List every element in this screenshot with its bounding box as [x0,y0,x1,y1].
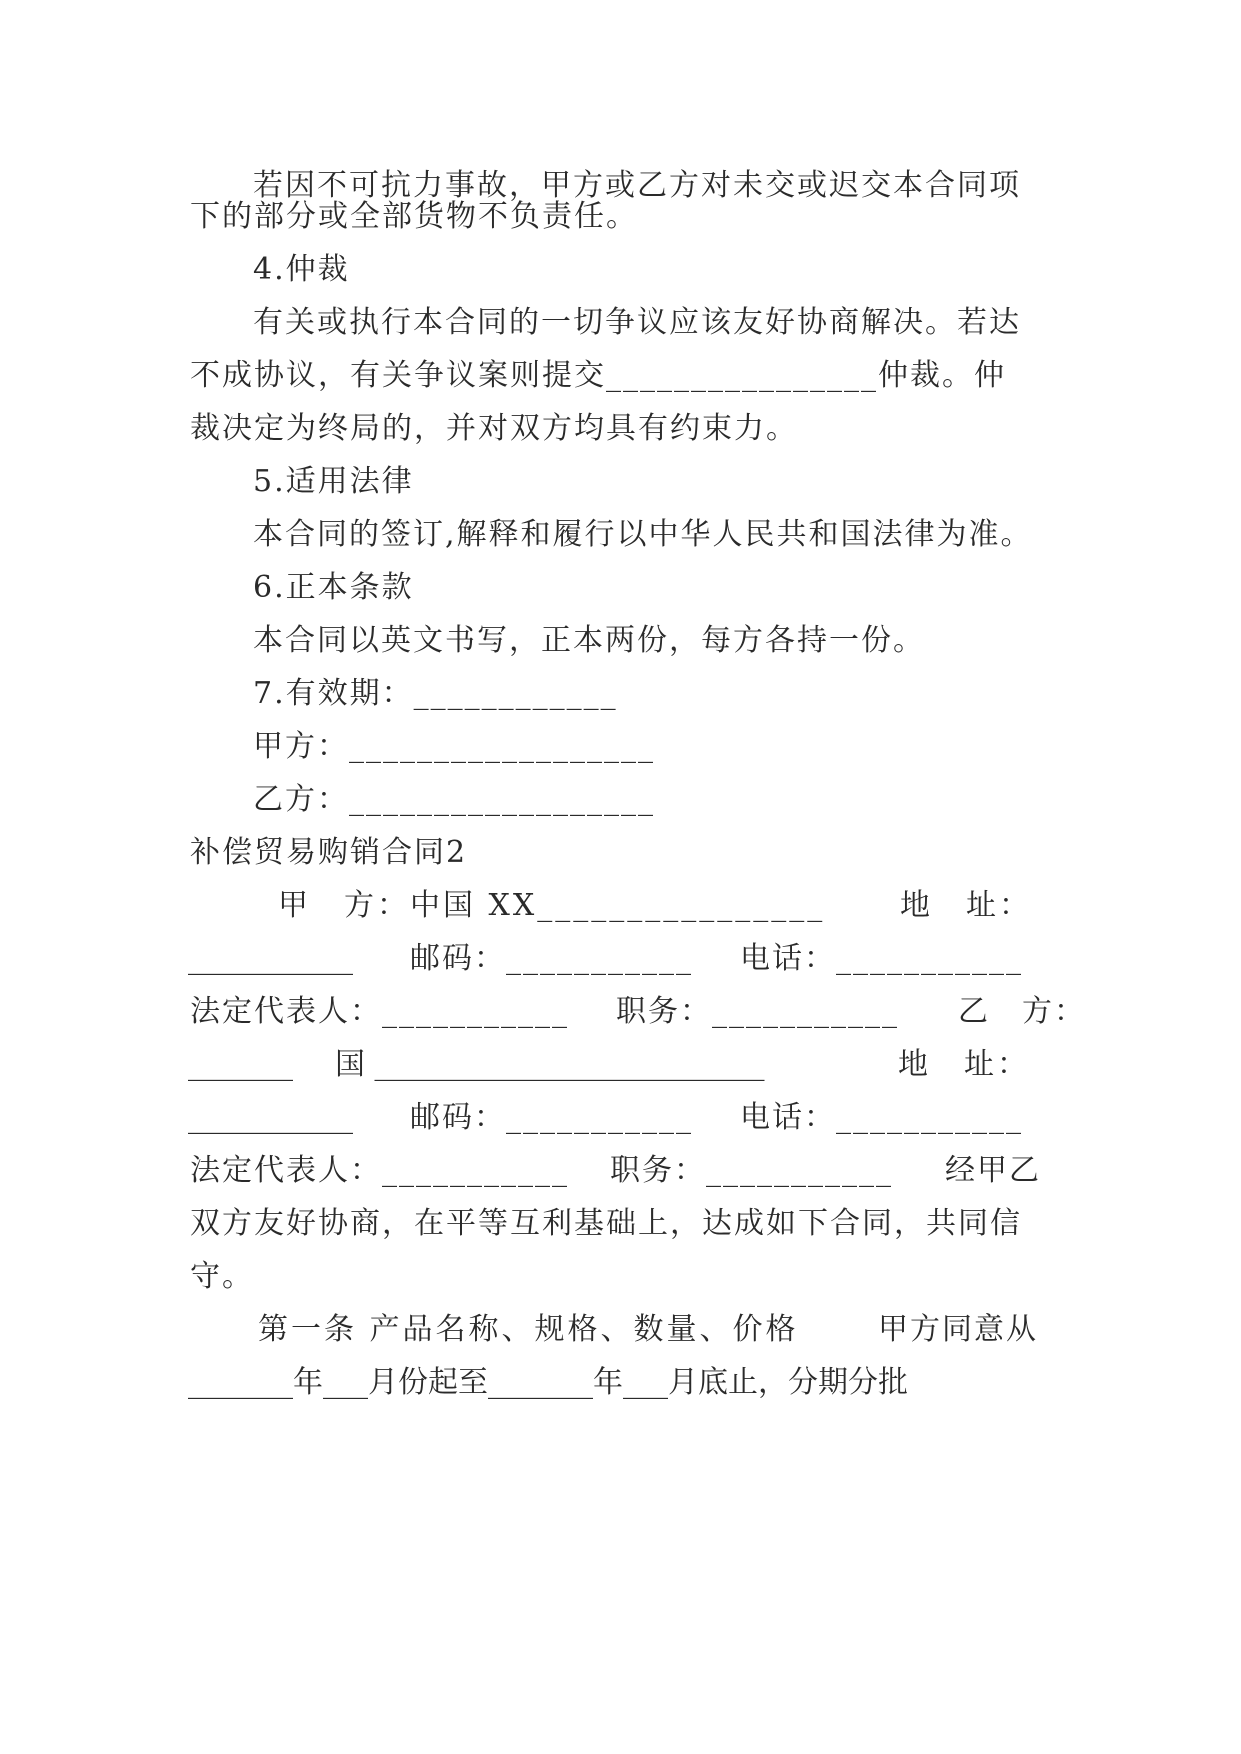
paragraph-line: 有关或执行本合同的一切争议应该友好协商解决。若达 [253,305,1021,340]
blank-field: ___________ [188,1100,353,1135]
position-field: 职务：___________ [616,994,899,1029]
paragraph-line: 甲方同意从 [878,1312,1038,1347]
paragraph-line: 本合同的签订,解释和履行以中华人民共和国法律为准。 [253,517,1033,552]
party-b-label: 乙 方： [958,994,1086,1029]
paragraph-line: 本合同以英文书写，正本两份，每方各持一份。 [253,623,925,658]
contract-title: 补偿贸易购销合同2 [190,835,468,870]
paragraph-line: 经甲乙 [945,1153,1041,1188]
paragraph-line: 守。 [190,1259,254,1294]
paragraph-line: 下的部分或全部货物不负责任。 [190,199,638,234]
section-heading: 5.适用法律 [253,464,414,499]
phone-field: 电话：___________ [740,941,1023,976]
date-range-line: _______年___月份起至_______年___月底止，分期分批 [188,1365,908,1400]
party-a-field: 甲方：__________________ [253,729,655,764]
country-field: 国 __________________________ [335,1047,765,1082]
paragraph-line: 裁决定为终局的，并对双方均具有约束力。 [190,411,798,446]
validity-field: 7.有效期：____________ [253,676,618,711]
blank-field: _______ [188,1047,293,1082]
section-heading: 6.正本条款 [253,570,414,605]
position-field: 职务：___________ [610,1153,893,1188]
blank-field: ___________ [188,941,353,976]
legal-rep-field: 法定代表人：___________ [190,1153,569,1188]
paragraph-line: 不成协议，有关争议案则提交________________仲裁。仲 [190,358,1006,393]
section-heading: 4.仲裁 [253,252,350,287]
phone-field: 电话：___________ [740,1100,1023,1135]
postcode-field: 邮码：___________ [410,1100,693,1135]
address-label: 地 址： [898,1047,1030,1082]
postcode-field: 邮码：___________ [410,941,693,976]
party-a-name-field: 甲 方：中国 XX________________ [278,888,826,923]
paragraph-line: 若因不可抗力事故，甲方或乙方对未交或迟交本合同项 [253,168,1021,203]
paragraph-line: 双方友好协商，在平等互利基础上，达成如下合同，共同信 [190,1206,1022,1241]
legal-rep-field: 法定代表人：___________ [190,994,569,1029]
article-heading: 第一条 产品名称、规格、数量、价格 [258,1312,799,1347]
party-b-field: 乙方：__________________ [253,782,655,817]
address-label: 地 址： [900,888,1032,923]
